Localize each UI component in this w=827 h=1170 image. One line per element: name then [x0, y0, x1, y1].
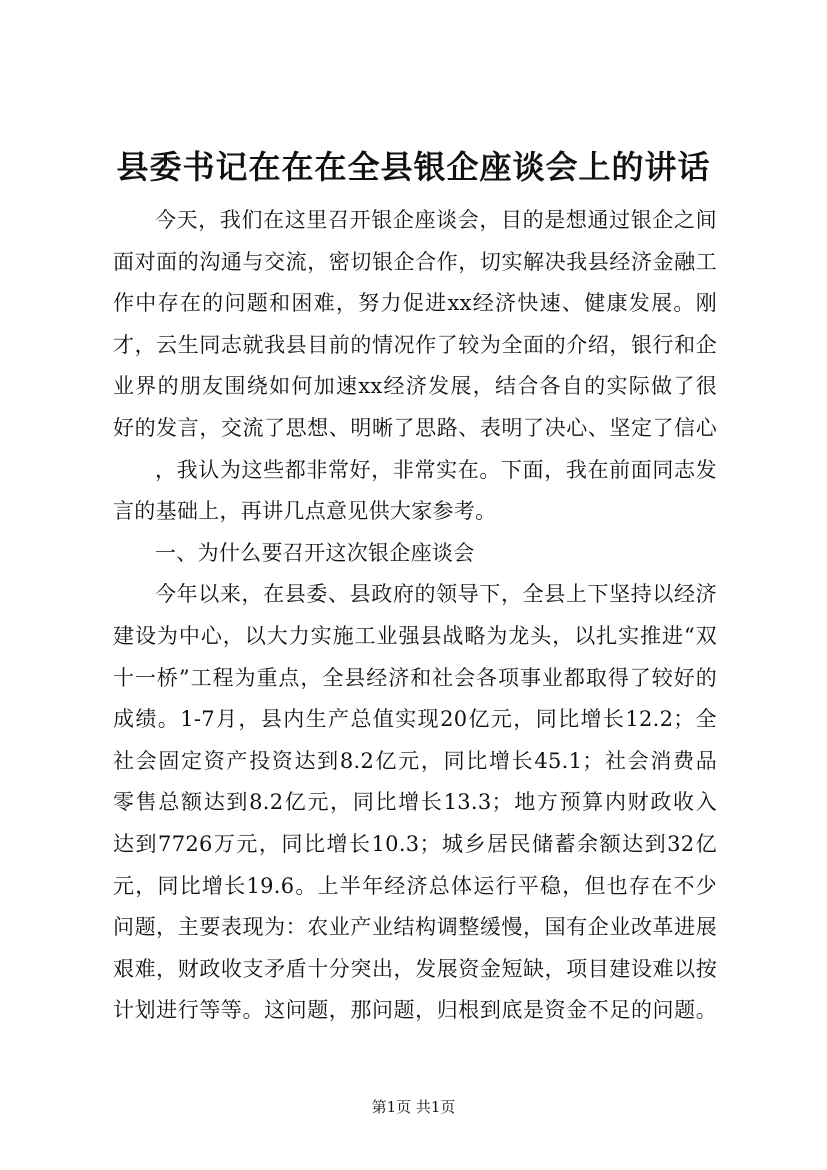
body-line: 作中存在的问题和困难，努力促进xx经济快速、健康发展。刚 — [113, 291, 717, 316]
body-line: 成绩。1-7月，县内生产总值实现20亿元，同比增长12.2；全 — [113, 707, 717, 732]
body-line: 面对面的沟通与交流，密切银企合作，切实解决我县经济金融工 — [113, 249, 717, 274]
body-line: 今年以来，在县委、县政府的领导下，全县上下坚持以经济 — [155, 582, 717, 607]
document-title: 县委书记在在在全县银企座谈会上的讲话 — [116, 148, 711, 186]
body-line: 艰难，财政收支矛盾十分突出，发展资金短缺，项目建设难以按 — [113, 956, 717, 981]
body-line: 社会固定资产投资达到8.2亿元，同比增长45.1；社会消费品 — [113, 748, 717, 773]
body-line: 达到7726万元，同比增长10.3；城乡居民储蓄余额达到32亿 — [113, 831, 717, 856]
body-line: 业界的朋友围绕如何加速xx经济发展，结合各自的实际做了很 — [113, 374, 717, 399]
body-line: 好的发言，交流了思想、明晰了思路、表明了决心、坚定了信心 — [113, 415, 717, 440]
body-line: 元，同比增长19.6。上半年经济总体运行平稳，但也存在不少 — [113, 873, 717, 898]
body-line: 问题，主要表现为：农业产业结构调整缓慢，国有企业改革进展 — [113, 915, 717, 940]
body-line: ，我认为这些都非常好，非常实在。下面，我在前面同志发 — [155, 457, 717, 482]
body-line: 才，云生同志就我县目前的情况作了较为全面的介绍，银行和企 — [113, 332, 717, 357]
page-footer: 第1页 共1页 — [371, 1098, 456, 1116]
body-line: 言的基础上，再讲几点意见供大家参考。 — [113, 499, 497, 524]
body-line: 十一桥”工程为重点，全县经济和社会各项事业都取得了较好的 — [113, 665, 717, 690]
section-heading: 一、为什么要召开这次银企座谈会 — [155, 540, 475, 565]
body-line: 计划进行等等。这问题，那问题，归根到底是资金不足的问题。 — [113, 998, 717, 1023]
document-body — [113, 200, 717, 1032]
body-line: 建设为中心，以大力实施工业强县战略为龙头，以扎实推进“双 — [113, 623, 717, 648]
body-line: 今天，我们在这里召开银企座谈会，目的是想通过银企之间 — [155, 208, 717, 232]
body-line: 零售总额达到8.2亿元，同比增长13.3；地方预算内财政收入 — [113, 790, 717, 815]
